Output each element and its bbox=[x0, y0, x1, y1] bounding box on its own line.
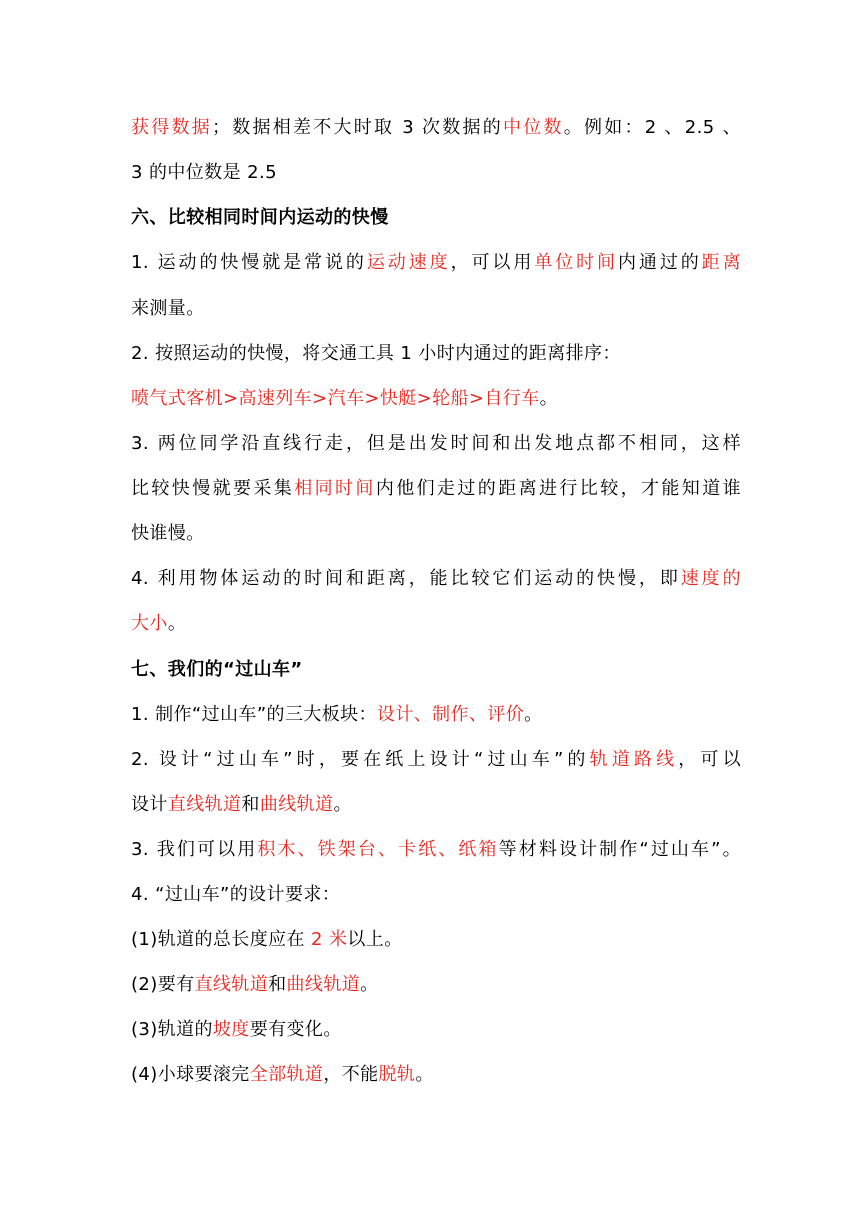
text-segment: 内他们走过的距离进行比较，才能知道谁 bbox=[375, 478, 742, 499]
highlighted-text: 速度的 bbox=[680, 568, 742, 589]
text-line bbox=[131, 882, 741, 908]
text-segment: 4. 利用物体运动的时间和距离，能比较它们运动的快慢，即 bbox=[131, 568, 681, 589]
text-segment: 七、我们的“过山车” bbox=[131, 659, 303, 680]
text-line bbox=[131, 611, 741, 637]
text-segment: 。 bbox=[333, 794, 352, 815]
highlighted-text: 全部轨道 bbox=[249, 1064, 324, 1085]
highlighted-text: 单位时间 bbox=[534, 252, 618, 273]
text-line bbox=[131, 341, 741, 367]
text-segment: 1. 运动的快慢就是常说的 bbox=[131, 252, 367, 273]
highlighted-text: 脱轨 bbox=[378, 1064, 416, 1085]
text-segment: 内通过的 bbox=[617, 252, 702, 273]
text-segment: 以上。 bbox=[347, 929, 403, 950]
highlighted-text: 轨道路线 bbox=[589, 749, 679, 770]
highlighted-text: 距离 bbox=[701, 252, 741, 273]
text-line bbox=[131, 115, 741, 141]
text-line bbox=[131, 476, 741, 502]
text-line bbox=[131, 927, 741, 953]
text-segment: 。 bbox=[360, 974, 379, 995]
text-segment: 来测量。 bbox=[131, 298, 205, 319]
text-segment: (4)小球要滚完 bbox=[131, 1064, 250, 1085]
text-segment: ，可以用 bbox=[450, 252, 535, 273]
text-segment: 。 bbox=[539, 388, 559, 409]
section-heading bbox=[131, 205, 741, 231]
text-segment: 。例如：2 、2.5 、 bbox=[563, 117, 741, 138]
text-segment: 和 bbox=[241, 794, 260, 815]
text-segment: 和 bbox=[268, 974, 287, 995]
text-segment: 快谁慢。 bbox=[131, 523, 205, 544]
text-line bbox=[131, 792, 741, 818]
text-line bbox=[131, 521, 741, 547]
highlighted-text: 运动速度 bbox=[366, 252, 451, 273]
text-segment: ，不能 bbox=[323, 1064, 379, 1085]
text-segment: 等材料设计制作“过山车”。 bbox=[498, 839, 741, 860]
section-heading bbox=[131, 657, 741, 683]
text-line bbox=[131, 837, 741, 863]
text-segment: (2)要有 bbox=[131, 974, 195, 995]
highlighted-text: 曲线轨道 bbox=[286, 974, 361, 995]
highlighted-text: 坡度 bbox=[212, 1019, 250, 1040]
highlighted-text: 喷气式客机>高速列车>汽车>快艇>轮船>自行车 bbox=[131, 388, 540, 409]
text-line bbox=[131, 1062, 741, 1088]
highlighted-text: 相同时间 bbox=[294, 478, 376, 499]
highlighted-text: 设计、制作、评价 bbox=[376, 704, 525, 725]
highlighted-text: 直线轨道 bbox=[194, 974, 269, 995]
text-line bbox=[131, 160, 741, 186]
text-segment: (1)轨道的总长度应在 bbox=[131, 929, 312, 950]
text-segment: 要有变化。 bbox=[249, 1019, 342, 1040]
text-segment: 3 的中位数是 2.5 bbox=[131, 162, 277, 183]
highlighted-text: 2 米 bbox=[311, 929, 348, 950]
text-segment: 2. 设计“过山车”时，要在纸上设计“过山车”的 bbox=[131, 749, 590, 770]
text-segment: 3. 我们可以用 bbox=[131, 839, 258, 860]
text-line bbox=[131, 747, 741, 773]
text-segment: 比较快慢就要采集 bbox=[131, 478, 295, 499]
text-segment: (3)轨道的 bbox=[131, 1019, 213, 1040]
text-segment: 六、比较相同时间内运动的快慢 bbox=[131, 207, 389, 228]
text-line bbox=[131, 386, 741, 412]
highlighted-text: 曲线轨道 bbox=[259, 794, 334, 815]
text-segment: 。 bbox=[524, 704, 543, 725]
text-segment: 。 bbox=[415, 1064, 434, 1085]
text-segment: 。 bbox=[167, 613, 187, 634]
text-line bbox=[131, 1017, 741, 1043]
highlighted-text: 中位数 bbox=[503, 117, 564, 138]
text-segment: 设计 bbox=[131, 794, 168, 815]
highlighted-text: 直线轨道 bbox=[167, 794, 242, 815]
text-segment: ，可以 bbox=[678, 749, 741, 770]
highlighted-text: 获得数据 bbox=[131, 117, 212, 138]
text-line bbox=[131, 702, 741, 728]
highlighted-text: 积木、铁架台、卡纸、纸箱 bbox=[257, 839, 499, 860]
text-segment: 3. 两位同学沿直线行走，但是出发时间和出发地点都不相同，这样 bbox=[131, 433, 741, 454]
text-line bbox=[131, 250, 741, 276]
text-segment: 4. “过山车”的设计要求： bbox=[131, 884, 341, 905]
text-line bbox=[131, 566, 741, 592]
text-segment: 1. 制作“过山车”的三大板块： bbox=[131, 704, 377, 725]
text-line bbox=[131, 972, 741, 998]
text-segment: ；数据相差不大时取 3 次数据的 bbox=[212, 117, 503, 138]
text-line bbox=[131, 431, 741, 457]
text-segment: 2. 按照运动的快慢，将交通工具 1 小时内通过的距离排序： bbox=[131, 343, 621, 364]
highlighted-text: 大小 bbox=[131, 613, 168, 634]
text-line bbox=[131, 296, 741, 322]
